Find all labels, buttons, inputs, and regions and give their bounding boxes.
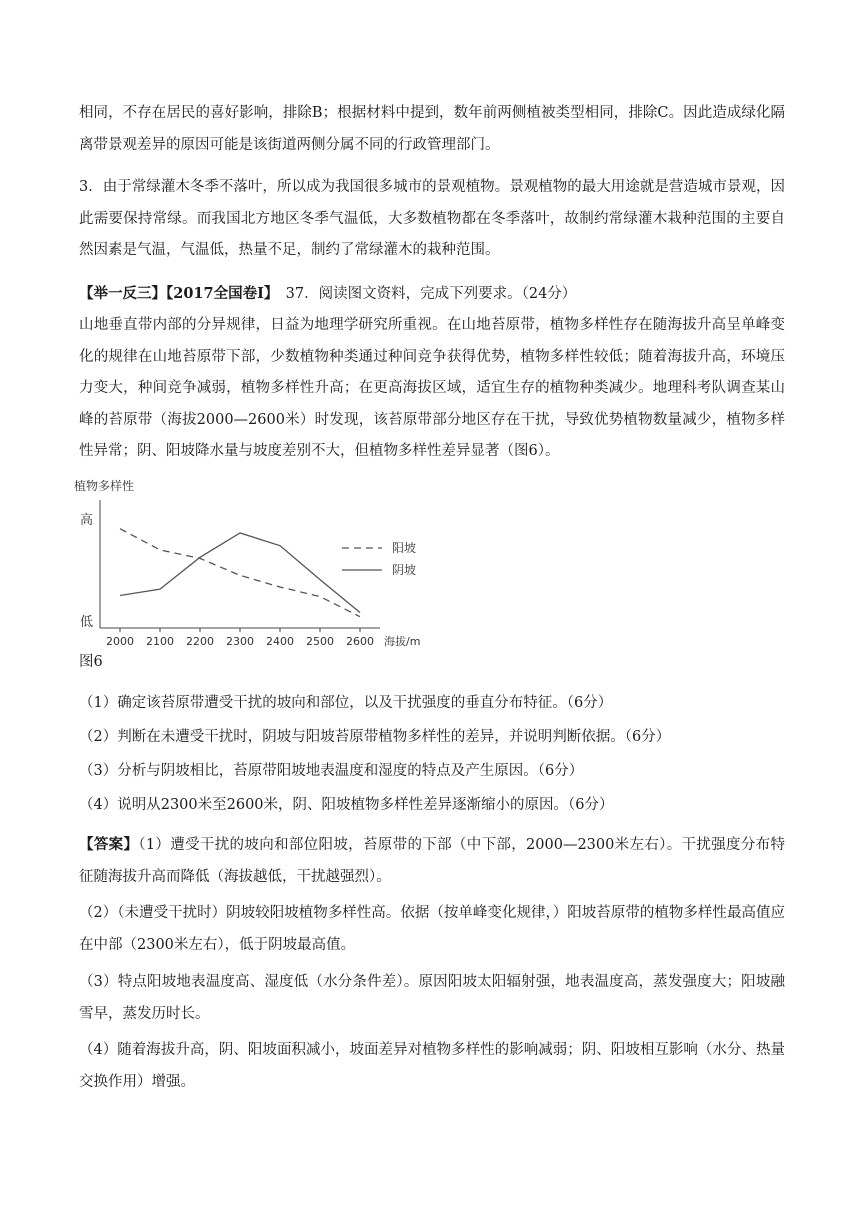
y-axis-label: 植物多样性	[74, 479, 135, 493]
question-3: （3）分析与阴坡相比，苔原带阳坡地表温度和湿度的特点及产生原因。（6分）	[79, 763, 584, 779]
paragraph-explanation-3: 3．由于常绿灌木冬季不落叶，所以成为我国很多城市的景观植物。景观植物的最大用途就是营造城市景观，因此需要保持常绿。而我国北方地区冬季气温低，大多数植物都在冬季落叶，故制约常绿灌木栽种范围的主要自然因素是气温，气温低，热量不足，制约了常绿灌木的栽种范围。	[79, 179, 785, 258]
x-tick-label-2400: 2400	[266, 635, 294, 648]
answer-1	[79, 829, 785, 893]
question-heading	[79, 278, 576, 311]
x-tick-label-2200: 2200	[186, 635, 214, 648]
figure-6-chart	[70, 476, 450, 648]
legend-label-1: 阴坡	[392, 563, 417, 577]
chart-series	[120, 529, 360, 617]
x-tick-label-2100: 2100	[146, 635, 174, 648]
x-tick-label-2600: 2600	[346, 635, 374, 648]
answer-3: （3）特点阳坡地表温度高、湿度低（水分条件差）。原因阳坡太阳辐射强，地表温度高，蒸发强度大；阳坡融雪早，蒸发历时长。	[79, 974, 785, 1022]
answer-4: （4）随着海拔升高，阴、阳坡面积减小，坡面差异对植物多样性的影响减弱；阴、阳坡相互影响（水分、热量交换作用）增强。	[79, 1042, 785, 1090]
answer-label: 【答案】	[79, 836, 139, 853]
x-tick-label-2500: 2500	[306, 635, 334, 648]
figure-caption: 图6	[79, 654, 103, 670]
chart-axes	[100, 500, 380, 632]
x-tick-label-2000: 2000	[106, 635, 134, 648]
answer-1-text: （1）遭受干扰的坡向和部位阳坡，苔原带的下部（中下部，2000—2300米左右）。干扰强度分布特征随海拔升高而降低（海拔越低，干扰越强烈）。	[79, 837, 786, 885]
question-material: 山地垂直带内部的分异规律，日益为地理学研究所重视。在山地苔原带，植物多样性存在随海拔升高呈单峰变化的规律在山地苔原带下部，少数植物种类通过种间竞争获得优势，植物多样性较低；随着海拔升高，环境压力变大，种间竞争减弱，植物多样性升高；在更高海拔区域，适宜生存的植物种类减少。地理科考队调查某山峰的苔原带（海拔2000—2600米）时发现，该苔原带部分地区存在干扰，导致优势植物数量减少，植物多样性异常；阴、阳坡降水量与坡度差别不大，但植物多样性差异显著（图6）。	[79, 317, 785, 459]
answer-2: （2）（未遭受干扰时）阴坡较阳坡植物多样性高。依据（按单峰变化规律，）阳坡苔原带的植物多样性最高值应在中部（2300米左右），低于阴坡最高值。	[79, 905, 785, 953]
question-source-label: 【举一反三】【2017全国卷Ⅰ】	[79, 285, 272, 302]
series-line-sunny-slope	[120, 529, 360, 617]
question-1: （1）确定该苔原带遭受干扰的坡向和部位，以及干扰强度的垂直分布特征。（6分）	[79, 695, 613, 711]
question-4: （4）说明从2300米至2600米，阴、阳坡植物多样性差异逐渐缩小的原因。（6分）	[79, 797, 614, 813]
x-axis-label: 海拔/m	[384, 635, 421, 648]
chart-legend	[342, 540, 416, 577]
paragraph-explanation-1: 相同，不存在居民的喜好影响，排除B；根据材料中提到，数年前两侧植被类型相同，排除C。因此造成绿化隔离带景观差异的原因可能是该街道两侧分属不同的行政管理部门。	[79, 105, 785, 153]
legend-label-0: 阳坡	[392, 541, 417, 555]
y-low-label: 低	[80, 615, 94, 630]
series-line-shady-slope	[120, 533, 360, 613]
x-tick-label-2300: 2300	[226, 635, 254, 648]
question-instruction: 37．阅读图文资料，完成下列要求。（24分）	[271, 286, 577, 302]
chart-labels	[74, 478, 420, 648]
y-high-label: 高	[80, 513, 94, 528]
question-2: （2）判断在未遭受干扰时，阴坡与阳坡苔原带植物多样性的差异，并说明判断依据。（6分）	[79, 729, 671, 745]
